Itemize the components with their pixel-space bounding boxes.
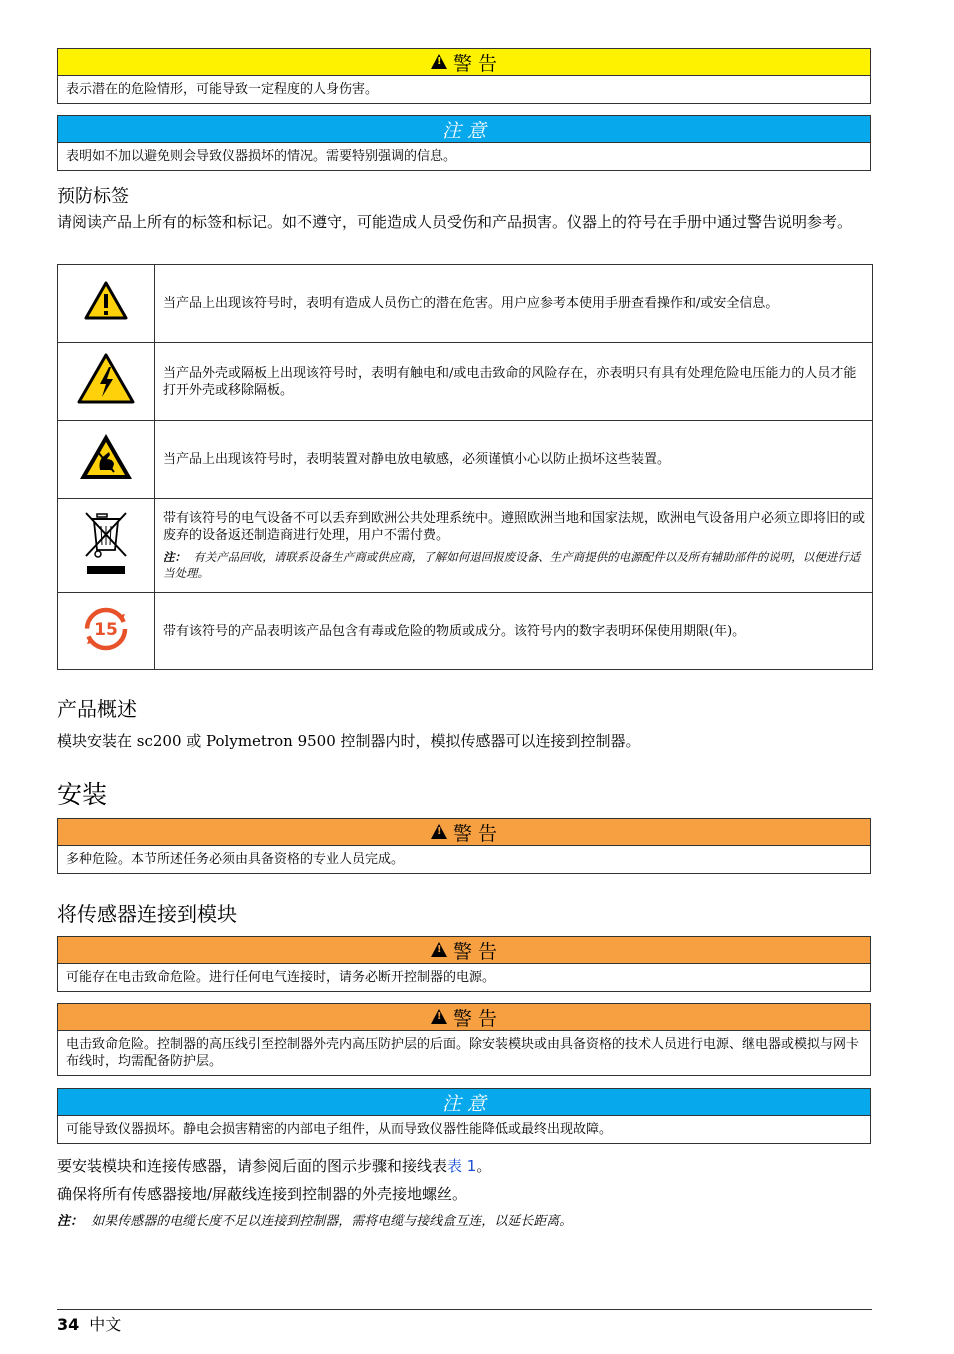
warning-box-2 — [57, 818, 871, 874]
warning-title: 警 告 — [452, 52, 498, 75]
note-label: 注： — [163, 550, 186, 564]
symbol-row — [58, 421, 873, 499]
symbol-cell — [58, 499, 155, 593]
page-number: 34 — [57, 1315, 80, 1334]
steps-note — [57, 1212, 877, 1232]
steps-line-1 — [57, 1156, 877, 1176]
warning-header — [58, 1004, 870, 1031]
warning-title: 警 告 — [452, 822, 498, 845]
symbol-description: 带有该符号的产品表明该产品包含有毒或危险的物质或成分。该符号内的数字表明环保使用期限(年)。 — [155, 593, 873, 670]
steps-text-end: 。 — [476, 1157, 492, 1175]
warning-icon — [431, 824, 447, 839]
steps-text: 要安装模块和连接传感器，请参阅后面的图示步骤和接线表 — [57, 1157, 448, 1175]
symbol-cell — [58, 343, 155, 421]
symbol-table — [57, 264, 873, 670]
steps-line-2: 确保将所有传感器接地/屏蔽线连接到控制器的外壳接地螺丝。 — [57, 1185, 468, 1203]
notice-body: 可能导致仪器损坏。静电会损害精密的内部电子组件，从而导致仪器性能降低或最终出现故障。 — [66, 1122, 613, 1137]
warning-icon — [431, 1009, 447, 1024]
notice-header: 注 意 — [58, 116, 870, 143]
page-footer — [57, 1312, 121, 1335]
overview-title: 产品概述 — [57, 697, 137, 721]
footer-divider — [57, 1309, 872, 1310]
footer-language: 中文 — [89, 1315, 122, 1334]
symbol-row — [58, 593, 873, 670]
symbol-text: 带有该符号的电气设备不可以丢弃到欧洲公共处理系统中。遵照欧洲当地和国家法规，欧洲电气设备用户必须立即将旧的或废弃的设备返还制造商进行处理，用户不需付费。 — [163, 511, 866, 543]
esd-icon — [78, 432, 134, 482]
warning-title: 警 告 — [452, 1007, 498, 1030]
warning-header — [58, 49, 870, 76]
warning-box-3 — [57, 936, 871, 992]
connect-title: 将传感器连接到模块 — [57, 902, 237, 926]
precaution-title: 预防标签 — [57, 186, 129, 207]
note-label: 注： — [57, 1214, 84, 1229]
warning-header — [58, 937, 870, 964]
efup-15-icon — [83, 606, 129, 652]
weee-bin-icon — [82, 510, 130, 576]
notice-box-2 — [57, 1088, 871, 1144]
warning-title: 警 告 — [452, 940, 498, 963]
warning-body: 多种危险。本节所述任务必须由具备资格的专业人员完成。 — [66, 852, 405, 867]
warning-body: 可能存在电击致命危险。进行任何电气连接时，请务必断开控制器的电源。 — [66, 970, 496, 985]
symbol-row — [58, 499, 873, 593]
warning-icon — [431, 942, 447, 957]
warning-icon — [431, 54, 447, 69]
symbol-cell — [58, 421, 155, 499]
electrical-hazard-icon — [77, 353, 135, 405]
warning-header — [58, 819, 870, 846]
symbol-cell — [58, 593, 155, 670]
notice-body: 表明如不加以避免则会导致仪器损坏的情况。需要特别强调的信息。 — [66, 149, 457, 164]
warning-triangle-icon — [84, 281, 128, 321]
note-text: 有关产品回收，请联系设备生产商或供应商，了解如何退回报废设备、生产商提供的电源配件以及所有辅助部件的说明，以便进行适当处理。 — [163, 550, 861, 580]
symbol-description: 当产品上出现该符号时，表明装置对静电放电敏感，必须谨慎小心以防止损坏这些装置。 — [155, 421, 873, 499]
install-title: 安装 — [57, 780, 108, 809]
table-1-link[interactable]: 表 1 — [447, 1157, 477, 1175]
symbol-description — [155, 499, 873, 593]
warning-body: 电击致命危险。控制器的高压线引至控制器外壳内高压防护层的后面。除安装模块或由具备资格的技术人员进行电源、继电器或模拟与网卡布线时，均需配备防护层。 — [66, 1037, 860, 1069]
precaution-intro: 请阅读产品上所有的标签和标记。如不遵守，可能造成人员受伤和产品损害。仪器上的符号在手册中通过警告说明参考。 — [57, 213, 853, 231]
symbol-note — [163, 549, 865, 581]
warning-box-4 — [57, 1003, 871, 1076]
efup-number: 15 — [94, 619, 118, 640]
overview-body: 模块安装在 sc200 或 Polymetron 9500 控制器内时，模拟传感器可以连接到控制器。 — [57, 732, 641, 750]
symbol-cell — [58, 265, 155, 343]
warning-box-1 — [57, 48, 871, 104]
notice-header: 注 意 — [58, 1089, 870, 1116]
symbol-row — [58, 343, 873, 421]
symbol-row — [58, 265, 873, 343]
symbol-description: 当产品外壳或隔板上出现该符号时，表明有触电和/或电击致命的风险存在，亦表明只有具有处理危险电压能力的人员才能打开外壳或移除隔板。 — [155, 343, 873, 421]
warning-body: 表示潜在的危险情形，可能导致一定程度的人身伤害。 — [66, 82, 379, 97]
note-text: 如果传感器的电缆长度不足以连接到控制器，需将电缆与接线盒互连，以延长距离。 — [91, 1214, 573, 1229]
notice-box-1 — [57, 115, 871, 171]
symbol-description: 当产品上出现该符号时，表明有造成人员伤亡的潜在危害。用户应参考本使用手册查看操作和/或安全信息。 — [155, 265, 873, 343]
